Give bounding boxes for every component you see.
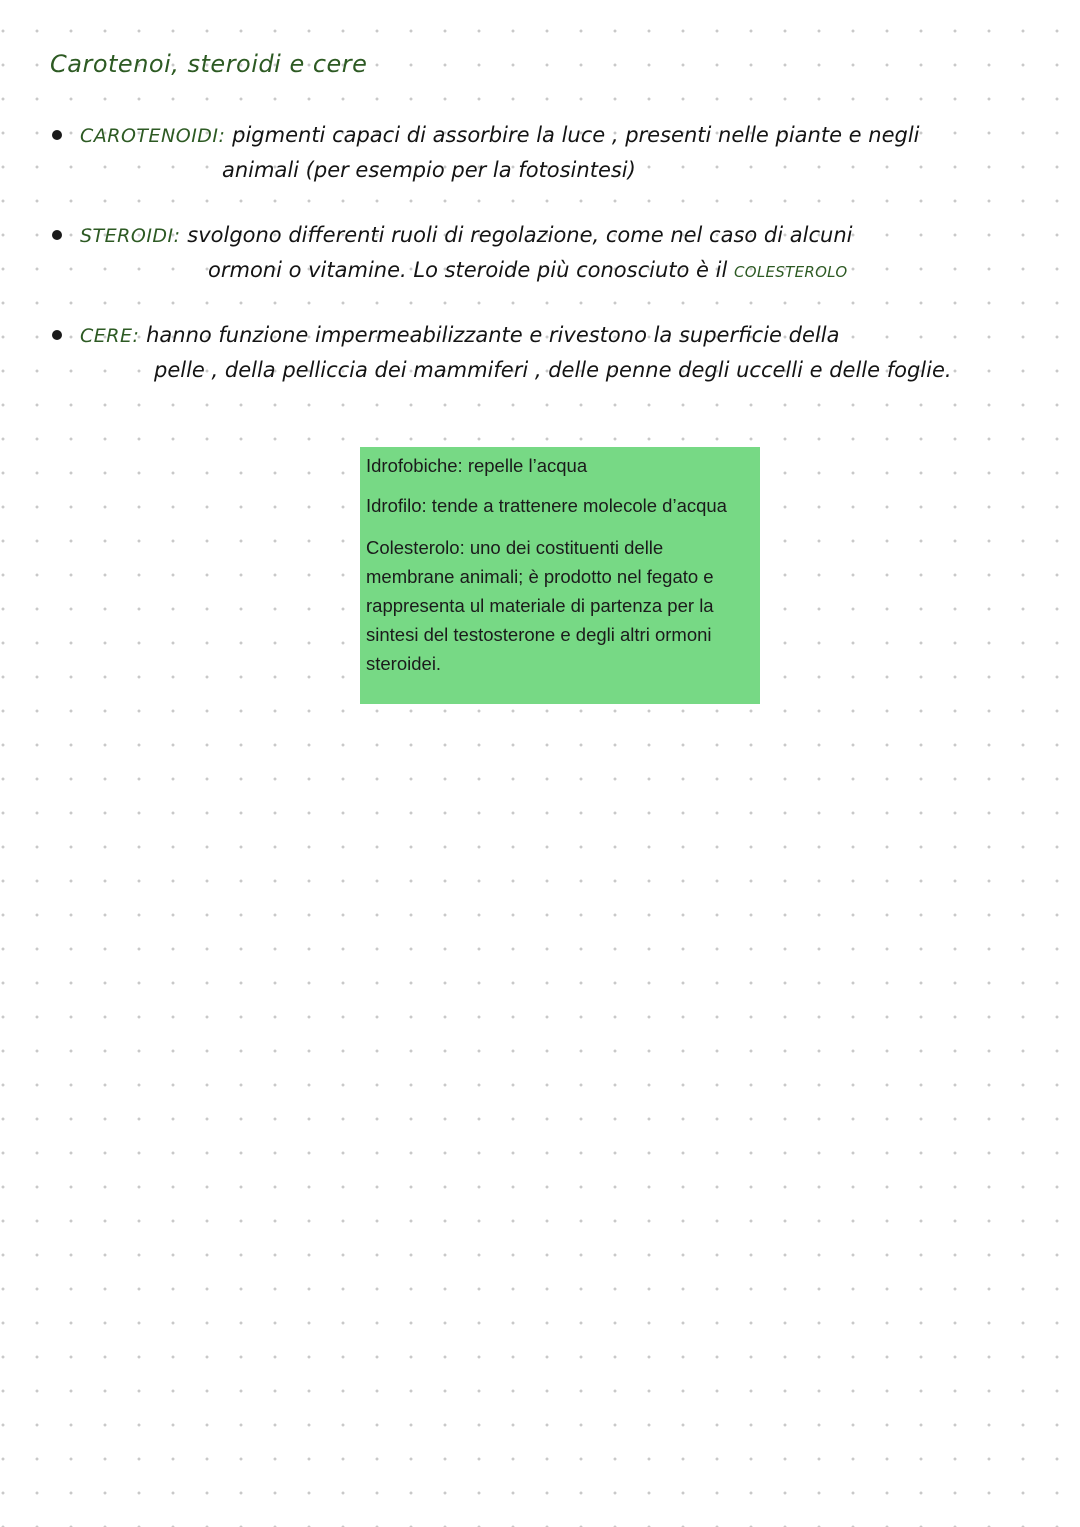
bullet-icon xyxy=(52,230,62,240)
note-line xyxy=(52,118,1042,153)
note-line xyxy=(52,253,1042,289)
note-term: CAROTENOIDI: xyxy=(80,125,226,147)
glossary-box xyxy=(360,447,760,704)
bullet-icon xyxy=(52,130,62,140)
note-cere xyxy=(52,318,1042,387)
note-line: pelle , della pelliccia dei mammiferi , delle penne degli uccelli e delle foglie. xyxy=(154,358,952,382)
note-highlight: COLESTEROLO xyxy=(733,263,848,281)
note-line xyxy=(52,218,1042,253)
glossary-entry-idrofobiche: Idrofobiche: repelle l’acqua xyxy=(366,455,588,476)
bullet-icon xyxy=(52,330,62,340)
note-term: CERE: xyxy=(80,325,140,347)
note-line xyxy=(52,318,1042,353)
note-carotenoidi xyxy=(52,118,1042,187)
page-title: Carotenoi, steroidi e cere xyxy=(50,50,368,78)
glossary-entry-idrofilo: Idrofilo: tende a trattenere molecole d’acqua xyxy=(366,495,727,516)
note-text: pigmenti capaci di assorbire la luce , presenti nelle piante e negli xyxy=(232,123,920,147)
note-line: animali (per esempio per la fotosintesi) xyxy=(222,158,636,182)
note-term: STEROIDI: xyxy=(80,225,181,247)
note-text: svolgono differenti ruoli di regolazione, come nel caso di alcuni xyxy=(187,223,853,247)
glossary-entry-colesterolo: Colesterolo: uno dei costituenti delle membrane animali; è prodotto nel fegato e rappresenta ul materiale di partenza per la sintesi del testosterone e degli altri ormoni steroidei. xyxy=(366,537,714,674)
note-text: hanno funzione impermeabilizzante e rivestono la superficie della xyxy=(146,323,840,347)
note-steroidi xyxy=(52,218,1042,289)
note-text: ormoni o vitamine. Lo steroide più conosciuto è il xyxy=(208,258,728,282)
